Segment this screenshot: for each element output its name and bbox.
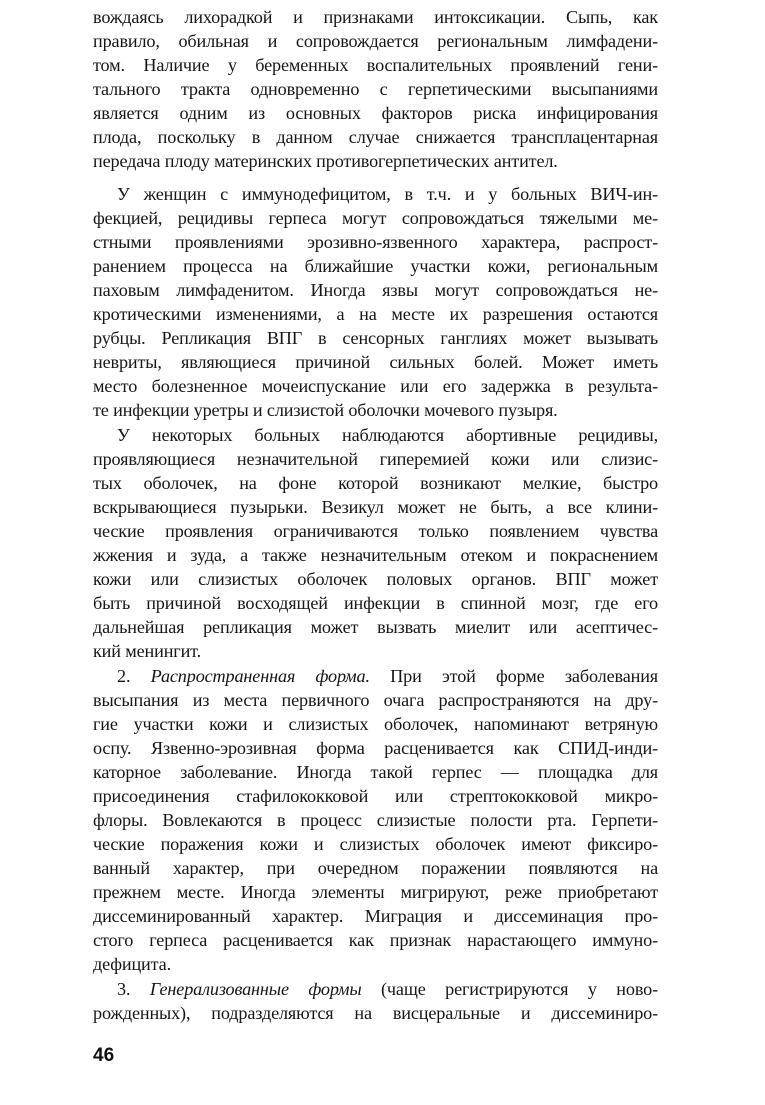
text-line: тых оболочек, на фоне которой возникают мелкие, быстро (93, 473, 658, 493)
text-line: место болезненное мочеиспускание или его задержка в результа- (93, 376, 658, 396)
text-line: У женщин с иммунодефицитом, в т.ч. и у больных ВИЧ-ин- (117, 184, 658, 204)
text-line: жжения и зуда, а также незначительным отеком и покраснением (93, 545, 658, 565)
text-line: ранением процесса на ближайшие участки кожи, региональным (93, 256, 658, 276)
text-line: присоединения стафилококковой или стрептококковой микро- (93, 786, 658, 806)
text-line: быть причиной восходящей инфекции в спинной мозг, где его (93, 593, 658, 613)
text-line: высыпания из места первичного очага распространяются на дру- (93, 690, 658, 710)
text-line: прежнем месте. Иногда элементы мигрируют, реже приобретают (93, 882, 658, 902)
text-line: гие участки кожи и слизистых оболочек, напоминают ветряную (93, 714, 658, 734)
text-line: рожденных), подразделяются на висцеральные и диссеминиро- (93, 1003, 658, 1023)
text-line: паховым лимфаденитом. Иногда язвы могут сопровождаться не- (93, 280, 658, 300)
list-number: 3. (117, 979, 150, 999)
text-line (117, 977, 658, 1001)
text-line: оспу. Язвенно-эрозивная форма расценивается как СПИД-инди- (93, 738, 658, 758)
text-line: те инфекции уретры и слизистой оболочки мочевого пузыря. (93, 400, 558, 420)
text-line: диссеминированный характер. Миграция и диссеминация про- (93, 906, 658, 926)
form-term: Генерализованные формы (149, 979, 362, 999)
text-line: невриты, являющиеся причиной сильных болей. Может иметь (93, 352, 658, 372)
text-line: ческие проявления ограничиваются только появлением чувства (93, 521, 658, 541)
text-line: кротическими изменениями, а на месте их разрешения остаются (93, 304, 658, 324)
text-line: стными проявлениями эрозивно-язвенного характера, распрост- (93, 232, 658, 252)
text-line: каторное заболевание. Иногда такой герпес — площадка для (93, 762, 658, 782)
text-line: стого герпеса расценивается как признак нарастающего иммуно- (93, 930, 658, 950)
text-line: ческие поражения кожи и слизистых оболочек имеют фиксиро- (93, 834, 658, 854)
text-line: плода, поскольку в данном случае снижается трансплацентарная (93, 127, 658, 147)
text-line (117, 664, 658, 688)
text-line: передача плоду материнских противогерпетических антител. (93, 151, 558, 171)
text-line: вождаясь лихорадкой и признаками интоксикации. Сыпь, как (93, 7, 658, 27)
text-line: является одним из основных факторов риска инфицирования (93, 103, 658, 123)
text-line: фекцией, рецидивы герпеса могут сопровождаться тяжелыми ме- (93, 208, 658, 228)
text-line: том. Наличие у беременных воспалительных проявлений гени- (93, 55, 658, 75)
text-line: кий менингит. (93, 641, 202, 661)
text-line: дефицита. (93, 954, 171, 974)
text-line: вскрывающиеся пузырьки. Везикул может не быть, а все клини- (93, 497, 658, 517)
text-line: флоры. Вовлекаются в процесс слизистые полости рта. Герпети- (93, 810, 658, 830)
page-number: 46 (93, 1045, 115, 1066)
list-number: 2. (117, 666, 151, 686)
text-line: проявляющиеся незначительной гиперемией кожи или слизис- (93, 449, 658, 469)
text-line: тального тракта одновременно с герпетическими высыпаниями (93, 79, 658, 99)
text-segment: При этой форме заболевания (369, 666, 659, 686)
text-line: кожи или слизистых оболочек половых органов. ВПГ может (93, 569, 658, 589)
text-segment: (чаще регистрируются у ново- (361, 979, 658, 999)
text-line: правило, обильная и сопровождается региональным лимфадени- (93, 31, 658, 51)
text-line: рубцы. Репликация ВПГ в сенсорных ганглиях может вызывать (93, 328, 658, 348)
text-line: дальнейшая репликация может вызвать миелит или асептичес- (93, 617, 658, 637)
text-line: У некоторых больных наблюдаются абортивные рецидивы, (117, 425, 658, 445)
text-line: ванный характер, при очередном поражении появляются на (93, 858, 658, 878)
form-term: Распространенная форма. (150, 666, 370, 686)
